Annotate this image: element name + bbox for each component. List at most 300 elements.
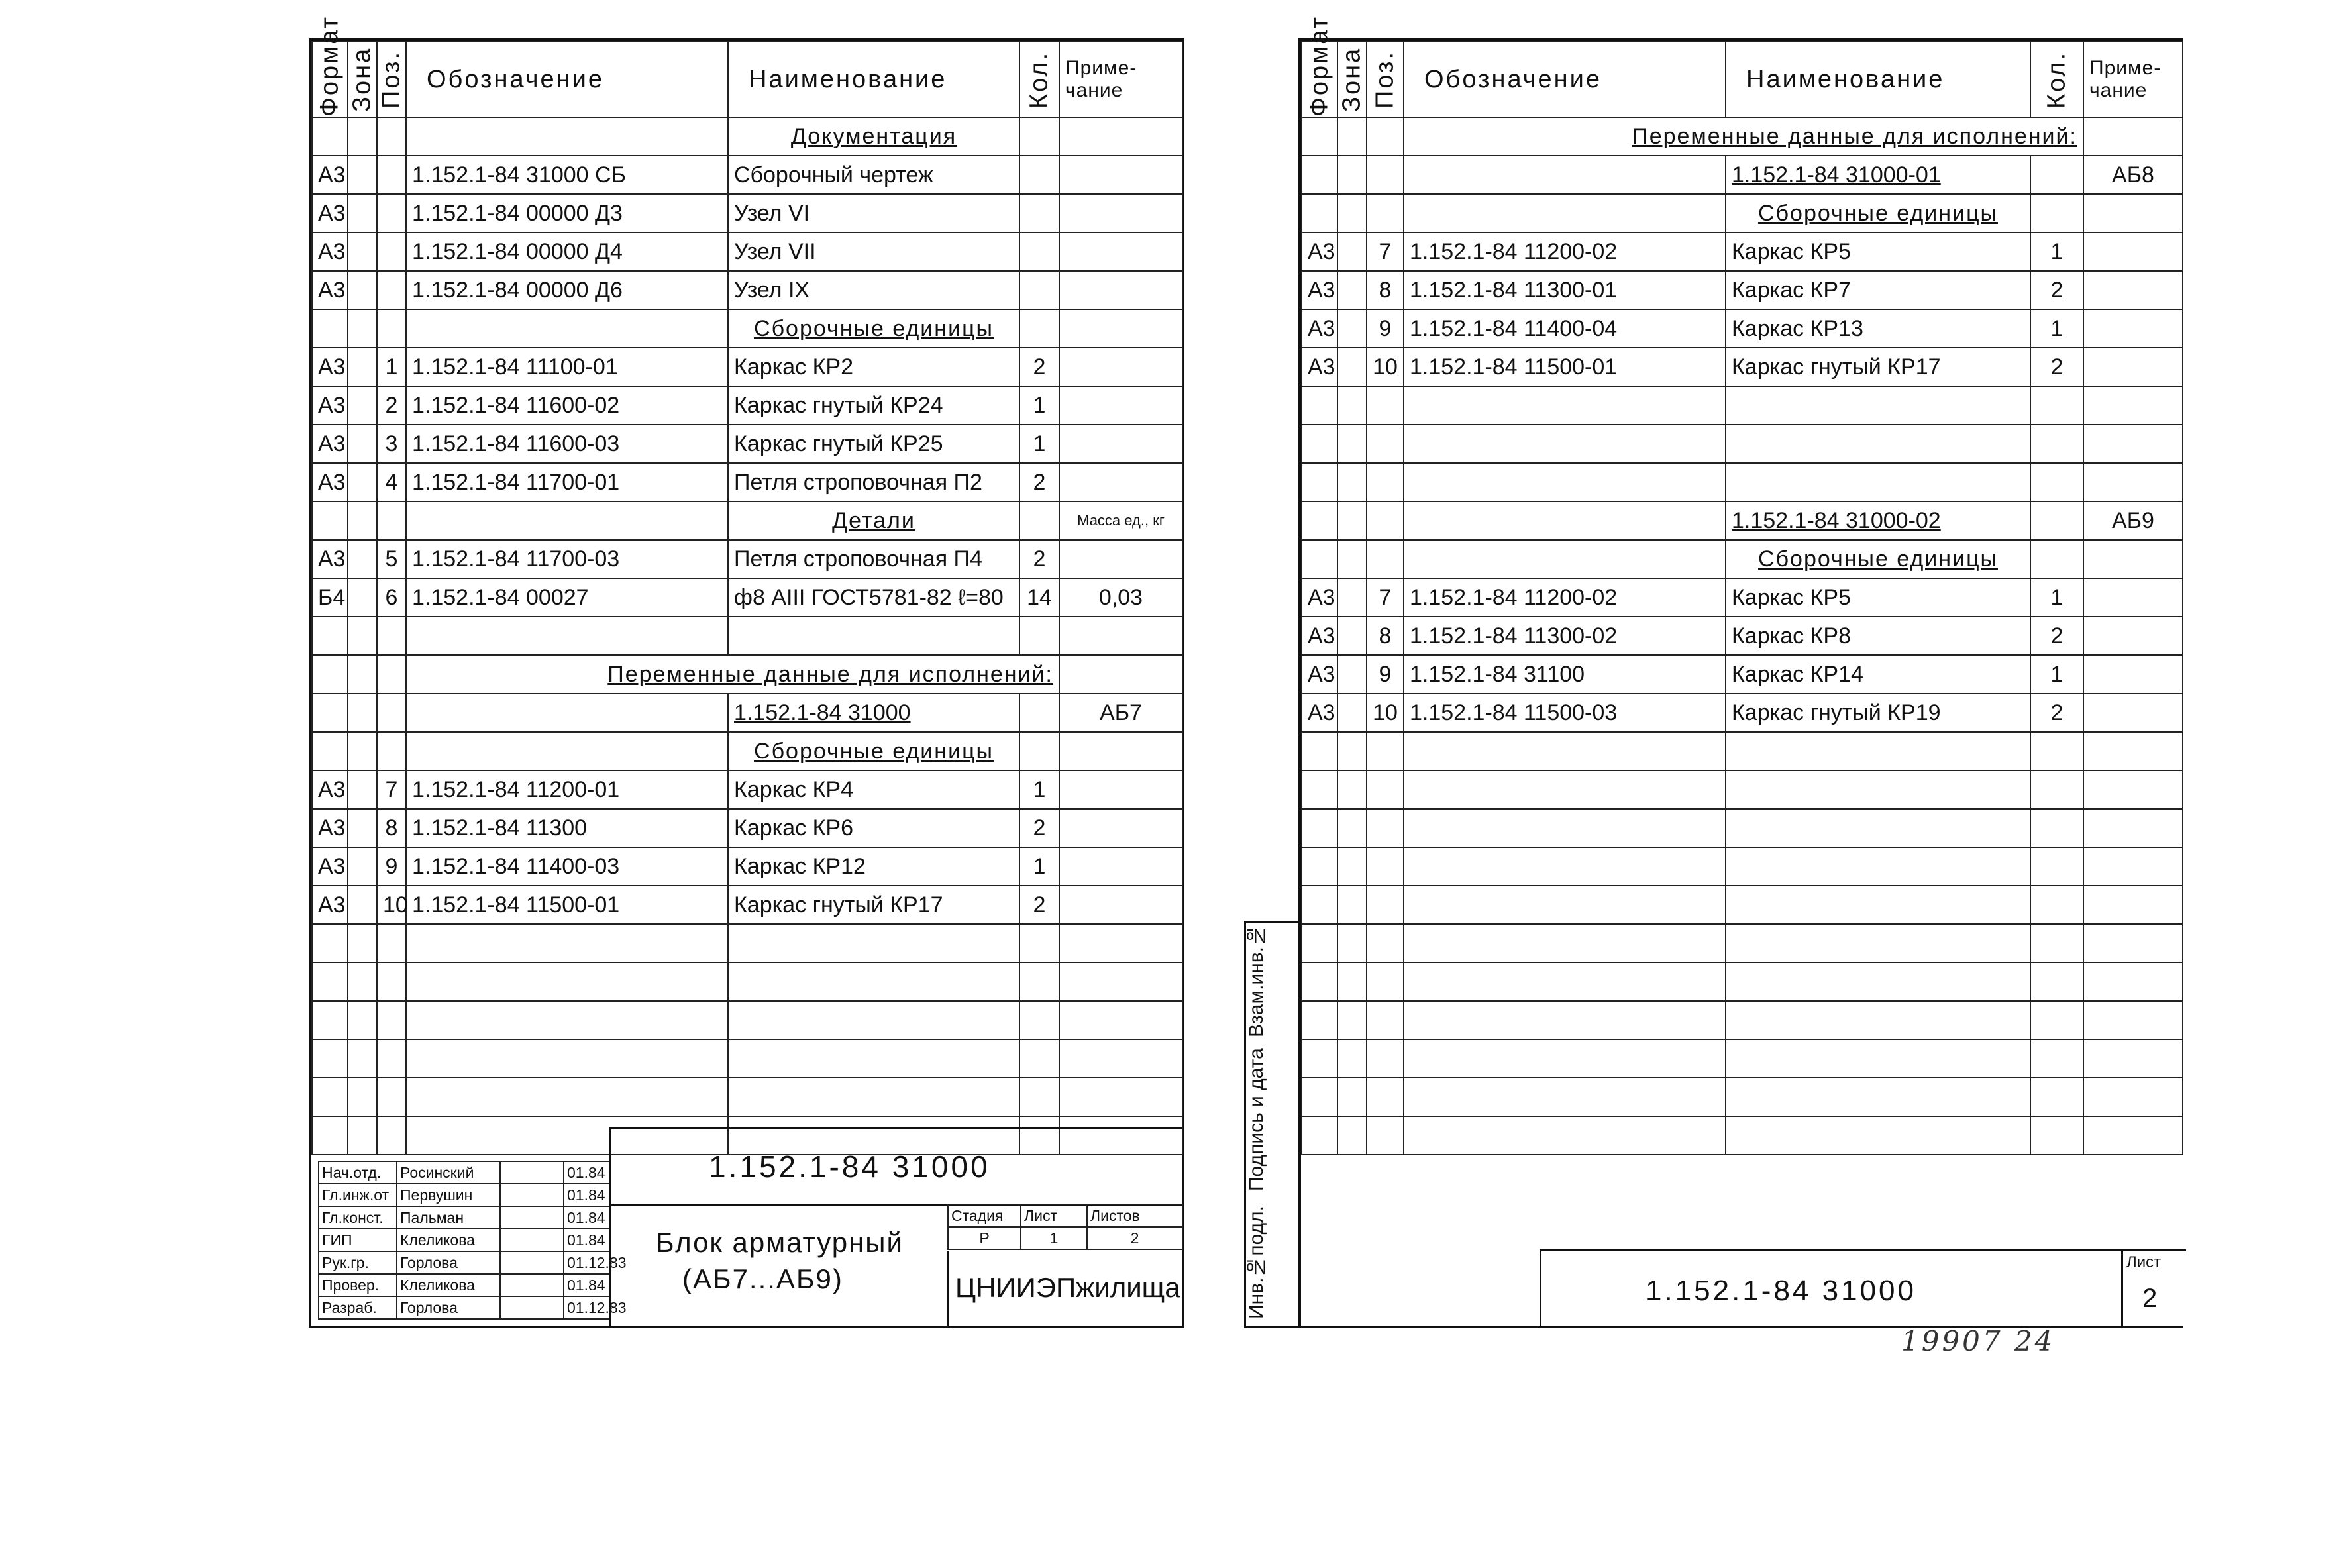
cell-designation [406,924,728,963]
header-note: Приме-чание [1059,42,1182,117]
cell-zone [1337,924,1367,963]
cell-qty: 2 [1019,886,1059,924]
left-sheet [309,15,1184,1328]
cell-qty: 2 [2030,694,2083,732]
cell-note [2083,386,2183,425]
cell-note [1059,271,1182,309]
stamp-signature [500,1251,564,1274]
cell-zone [348,809,377,847]
cell-pos [1367,117,1404,156]
cell-qty [1019,309,1059,348]
cell-designation [1404,963,1726,1001]
left-stamp-stage [947,1204,1183,1250]
cell-designation [1404,924,1726,963]
cell-pos [377,655,406,694]
cell-name [1726,963,2030,1001]
cell-format: А3 [1302,348,1337,386]
cell-qty [1019,1039,1059,1078]
cell-qty: 1 [2030,309,2083,348]
table-row [312,886,1182,924]
cell-qty: 1 [2030,233,2083,271]
cell-designation [406,732,728,770]
table-row [312,732,1182,770]
cell-designation: 1.152.1-84 11100-01 [406,348,728,386]
cell-pos: 7 [1367,578,1404,617]
cell-pos [1367,386,1404,425]
cell-designation: 1.152.1-84 11300-01 [1404,271,1726,309]
section-title: Сборочные единицы [1726,540,2030,578]
variable-data-title: Переменные данные для исполнений: [406,655,1059,694]
cell-designation [1404,156,1726,194]
table-row [312,617,1182,655]
cell-zone [348,156,377,194]
cell-note [2083,847,2183,886]
cell-designation: 1.152.1-84 11200-02 [1404,578,1726,617]
cell-format [312,732,348,770]
header-row [1302,42,2183,117]
cell-format [1302,463,1337,501]
cell-qty [2030,501,2083,540]
table-row [1302,770,2183,809]
cell-pos [377,963,406,1001]
cell-name: Каркас КР8 [1726,617,2030,655]
cell-name: Узел VI [728,194,1019,233]
cell-qty [1019,1001,1059,1039]
cell-pos: 10 [377,886,406,924]
cell-qty: 1 [1019,425,1059,463]
cell-zone [348,117,377,156]
sheet-value: 1 [1021,1227,1087,1249]
cell-zone [1337,348,1367,386]
cell-zone [348,655,377,694]
cell-name [1726,886,2030,924]
table-row [312,309,1182,348]
table-row [312,578,1182,617]
cell-zone [1337,732,1367,770]
cell-name: Каркас КР2 [728,348,1019,386]
stamp-role: Гл.инж.от [319,1184,397,1206]
cell-qty [2030,963,2083,1001]
cell-note [1059,463,1182,501]
cell-note [2083,770,2183,809]
cell-designation: 1.152.1-84 11700-03 [406,540,728,578]
cell-note [2083,194,2183,233]
cell-format: А3 [312,770,348,809]
cell-pos: 10 [1367,348,1404,386]
cell-format [1302,847,1337,886]
cell-name [728,1078,1019,1116]
cell-qty [2030,809,2083,847]
cell-zone [1337,117,1367,156]
header-qty: Кол. [2030,42,2083,117]
cell-designation [1404,847,1726,886]
stamp-signature [500,1296,564,1319]
cell-pos [377,194,406,233]
cell-designation: 1.152.1-84 11500-03 [1404,694,1726,732]
cell-designation [1404,1001,1726,1039]
cell-name: Каркас КР13 [1726,309,2030,348]
cell-qty: 2 [1019,540,1059,578]
cell-designation: 1.152.1-84 11600-03 [406,425,728,463]
cell-pos: 9 [1367,655,1404,694]
cell-format [1302,1001,1337,1039]
cell-designation [1404,386,1726,425]
stamp-date: 01.84 [564,1206,610,1229]
table-row [312,1001,1182,1039]
cell-zone [348,617,377,655]
header-note: Приме-чание [2083,42,2183,117]
cell-name: Узел IX [728,271,1019,309]
cell-designation [406,309,728,348]
cell-name [728,924,1019,963]
cell-format: А3 [1302,271,1337,309]
cell-zone [348,963,377,1001]
cell-zone [348,501,377,540]
cell-qty [1019,963,1059,1001]
cell-zone [1337,694,1367,732]
cell-designation: 1.152.1-84 00000 Д6 [406,271,728,309]
cell-format: А3 [312,847,348,886]
cell-name [1726,463,2030,501]
cell-format: А3 [1302,233,1337,271]
cell-designation [1404,770,1726,809]
cell-zone [348,1116,377,1155]
cell-format: А3 [1302,578,1337,617]
cell-qty [1019,271,1059,309]
stamp-date: 01.12.83 [564,1296,610,1319]
stamp-person-row [319,1206,610,1229]
stamp-role: Нач.отд. [319,1161,397,1184]
table-row [1302,233,2183,271]
cell-name: Каркас гнутый КР17 [1726,348,2030,386]
cell-note [2083,348,2183,386]
side-label-signature-date: Подпись и дата [1245,1048,1267,1191]
cell-pos [377,1116,406,1155]
cell-format: А3 [312,348,348,386]
cell-note [1059,233,1182,271]
cell-note [2083,924,2183,963]
cell-format: А3 [312,156,348,194]
left-stamp-code: 1.152.1-84 31000 [709,1149,990,1184]
cell-note [2083,271,2183,309]
cell-pos: 4 [377,463,406,501]
cell-qty [1019,732,1059,770]
cell-designation [1404,194,1726,233]
stamp-name: Горлова [397,1296,500,1319]
table-row [312,348,1182,386]
cell-designation [406,1039,728,1078]
header-format: Формат [312,42,348,117]
table-row [312,233,1182,271]
stamp-role: ГИП [319,1229,397,1251]
cell-name: Каркас КР5 [1726,578,2030,617]
table-row [1302,117,2183,156]
cell-name: Каркас гнутый КР25 [728,425,1019,463]
cell-qty [2030,924,2083,963]
cell-note [2083,1039,2183,1078]
cell-pos [1367,886,1404,924]
cell-zone [348,886,377,924]
table-row [312,963,1182,1001]
table-row [1302,732,2183,770]
stamp-signature [500,1229,564,1251]
variant-mark: АБ8 [2083,156,2183,194]
stamp-person-row [319,1296,610,1319]
stamp-name: Росинский [397,1161,500,1184]
cell-format: А3 [312,386,348,425]
left-stamp-people [318,1161,627,1320]
table-row [312,1078,1182,1116]
cell-zone [1337,156,1367,194]
cell-zone [1337,463,1367,501]
stamp-person-row [319,1274,610,1296]
cell-qty [1019,194,1059,233]
cell-note [2083,809,2183,847]
cell-qty: 1 [1019,770,1059,809]
cell-format [1302,809,1337,847]
cell-pos: 10 [1367,694,1404,732]
cell-format: А3 [312,233,348,271]
cell-zone [1337,809,1367,847]
cell-pos [1367,1039,1404,1078]
cell-qty [1019,1078,1059,1116]
cell-qty [1019,501,1059,540]
header-designation: Обозначение [1404,42,1726,117]
cell-pos [377,117,406,156]
cell-zone [348,1078,377,1116]
cell-name: ф8 АIII ГОСТ5781-82 ℓ=80 [728,578,1019,617]
cell-designation: 1.152.1-84 11500-01 [1404,348,1726,386]
cell-qty [1019,156,1059,194]
cell-note [1059,617,1182,655]
cell-name [1726,847,2030,886]
cell-format: А3 [1302,309,1337,348]
cell-zone [348,425,377,463]
cell-zone [1337,847,1367,886]
cell-note [2083,540,2183,578]
cell-designation [1404,463,1726,501]
cell-name [1726,1039,2030,1078]
cell-zone [1337,770,1367,809]
right-sheet-label: Лист [2126,1253,2162,1271]
stamp-signature [500,1161,564,1184]
table-row [1302,1001,2183,1039]
cell-zone [348,309,377,348]
cell-pos: 7 [1367,233,1404,271]
cell-qty: 2 [2030,348,2083,386]
cell-qty [2030,1116,2083,1155]
cell-pos [377,1039,406,1078]
cell-pos [1367,194,1404,233]
cell-designation [1404,540,1726,578]
cell-qty [2030,156,2083,194]
cell-designation: 1.152.1-84 11200-01 [406,770,728,809]
cell-note [2083,578,2183,617]
cell-pos [377,501,406,540]
cell-name [1726,732,2030,770]
variant-code: 1.152.1-84 31000 [728,694,1019,732]
table-row [312,847,1182,886]
cell-format: А3 [1302,655,1337,694]
cell-note [1059,770,1182,809]
table-row [1302,963,2183,1001]
cell-format: А3 [312,425,348,463]
header-row [312,42,1182,117]
cell-note [1059,924,1182,963]
stamp-date: 01.84 [564,1184,610,1206]
cell-name [1726,425,2030,463]
stamp-date: 01.84 [564,1274,610,1296]
cell-designation: 1.152.1-84 11400-04 [1404,309,1726,348]
stamp-date: 01.12.83 [564,1251,610,1274]
table-row [1302,463,2183,501]
cell-note [1059,540,1182,578]
cell-zone [348,924,377,963]
table-row [312,655,1182,694]
cell-note [1059,425,1182,463]
cell-name [728,1039,1019,1078]
cell-format: А3 [312,809,348,847]
table-row [1302,386,2183,425]
cell-note [2083,233,2183,271]
cell-note [2083,309,2183,348]
cell-format [1302,1039,1337,1078]
variant-code: 1.152.1-84 31000-02 [1726,501,2030,540]
cell-qty: 14 [1019,578,1059,617]
cell-designation [1404,732,1726,770]
cell-format [312,694,348,732]
stamp-person-row [319,1251,610,1274]
cell-zone [348,348,377,386]
cell-pos: 7 [377,770,406,809]
cell-zone [1337,540,1367,578]
cell-zone [1337,233,1367,271]
cell-designation [1404,1078,1726,1116]
cell-zone [1337,194,1367,233]
cell-zone [1337,271,1367,309]
cell-pos [377,309,406,348]
cell-zone [348,1001,377,1039]
left-stamp-title-2: (АБ7...АБ9) [682,1263,843,1294]
table-row [1302,847,2183,886]
cell-pos [1367,1116,1404,1155]
variant-mark: АБ7 [1059,694,1182,732]
cell-pos [1367,809,1404,847]
cell-note [1059,194,1182,233]
cell-zone [348,694,377,732]
cell-pos [1367,425,1404,463]
cell-name [1726,386,2030,425]
cell-note [2083,886,2183,924]
cell-designation [1404,886,1726,924]
cell-format [1302,156,1337,194]
table-row [1302,348,2183,386]
table-row [312,386,1182,425]
cell-name: Каркас гнутый КР24 [728,386,1019,425]
cell-note [1059,1078,1182,1116]
cell-format [312,924,348,963]
variable-data-title: Переменные данные для исполнений: [1404,117,2083,156]
cell-pos [377,156,406,194]
header-name: Наименование [1726,42,2030,117]
cell-zone [1337,578,1367,617]
cell-note: Масса ед., кг [1059,501,1182,540]
cell-format [1302,963,1337,1001]
cell-pos [377,1001,406,1039]
cell-zone [1337,501,1367,540]
cell-qty [2030,425,2083,463]
cell-zone [348,540,377,578]
cell-name: Петля строповочная П4 [728,540,1019,578]
table-row [1302,1039,2183,1078]
header-format: Формат [1302,42,1337,117]
right-stamp-code: 1.152.1-84 31000 [1646,1275,1916,1307]
stamp-person-row [319,1161,610,1184]
cell-name [1726,1001,2030,1039]
stamp-name: Клеликова [397,1229,500,1251]
header-designation: Обозначение [406,42,728,117]
table-row [1302,809,2183,847]
cell-zone [1337,1078,1367,1116]
cell-name: Каркас КР12 [728,847,1019,886]
cell-name [728,617,1019,655]
cell-pos [377,694,406,732]
stamp-date: 01.84 [564,1161,610,1184]
table-row [1302,694,2183,732]
cell-qty [2030,732,2083,770]
cell-note [1059,886,1182,924]
cell-format [312,1001,348,1039]
table-row [312,540,1182,578]
cell-pos: 2 [377,386,406,425]
cell-qty [2030,1078,2083,1116]
stamp-name: Пальман [397,1206,500,1229]
right-spec-table [1301,15,2183,1155]
cell-pos [1367,463,1404,501]
cell-note [2083,732,2183,770]
cell-pos: 6 [377,578,406,617]
cell-designation [1404,501,1726,540]
cell-designation [406,1078,728,1116]
table-row [1302,655,2183,694]
cell-name [1726,770,2030,809]
cell-pos: 8 [377,809,406,847]
cell-designation [406,694,728,732]
header-qty: Кол. [1019,42,1059,117]
cell-pos: 8 [1367,617,1404,655]
cell-qty [2030,1039,2083,1078]
cell-qty [1019,117,1059,156]
cell-note [2083,617,2183,655]
cell-zone [1337,1001,1367,1039]
cell-name: Каркас КР7 [1726,271,2030,309]
cell-pos [1367,732,1404,770]
stamp-signature [500,1184,564,1206]
cell-format [312,501,348,540]
stamp-role: Гл.конст. [319,1206,397,1229]
cell-zone [348,386,377,425]
cell-zone [348,578,377,617]
cell-zone [1337,1116,1367,1155]
side-label-vzam-inv: Взам.инв.№ [1245,925,1267,1038]
cell-name [1726,1116,2030,1155]
cell-note [1059,348,1182,386]
header-zone: Зона [1337,42,1367,117]
cell-name [1726,1078,2030,1116]
cell-pos [377,1078,406,1116]
cell-pos: 8 [1367,271,1404,309]
cell-zone [1337,963,1367,1001]
